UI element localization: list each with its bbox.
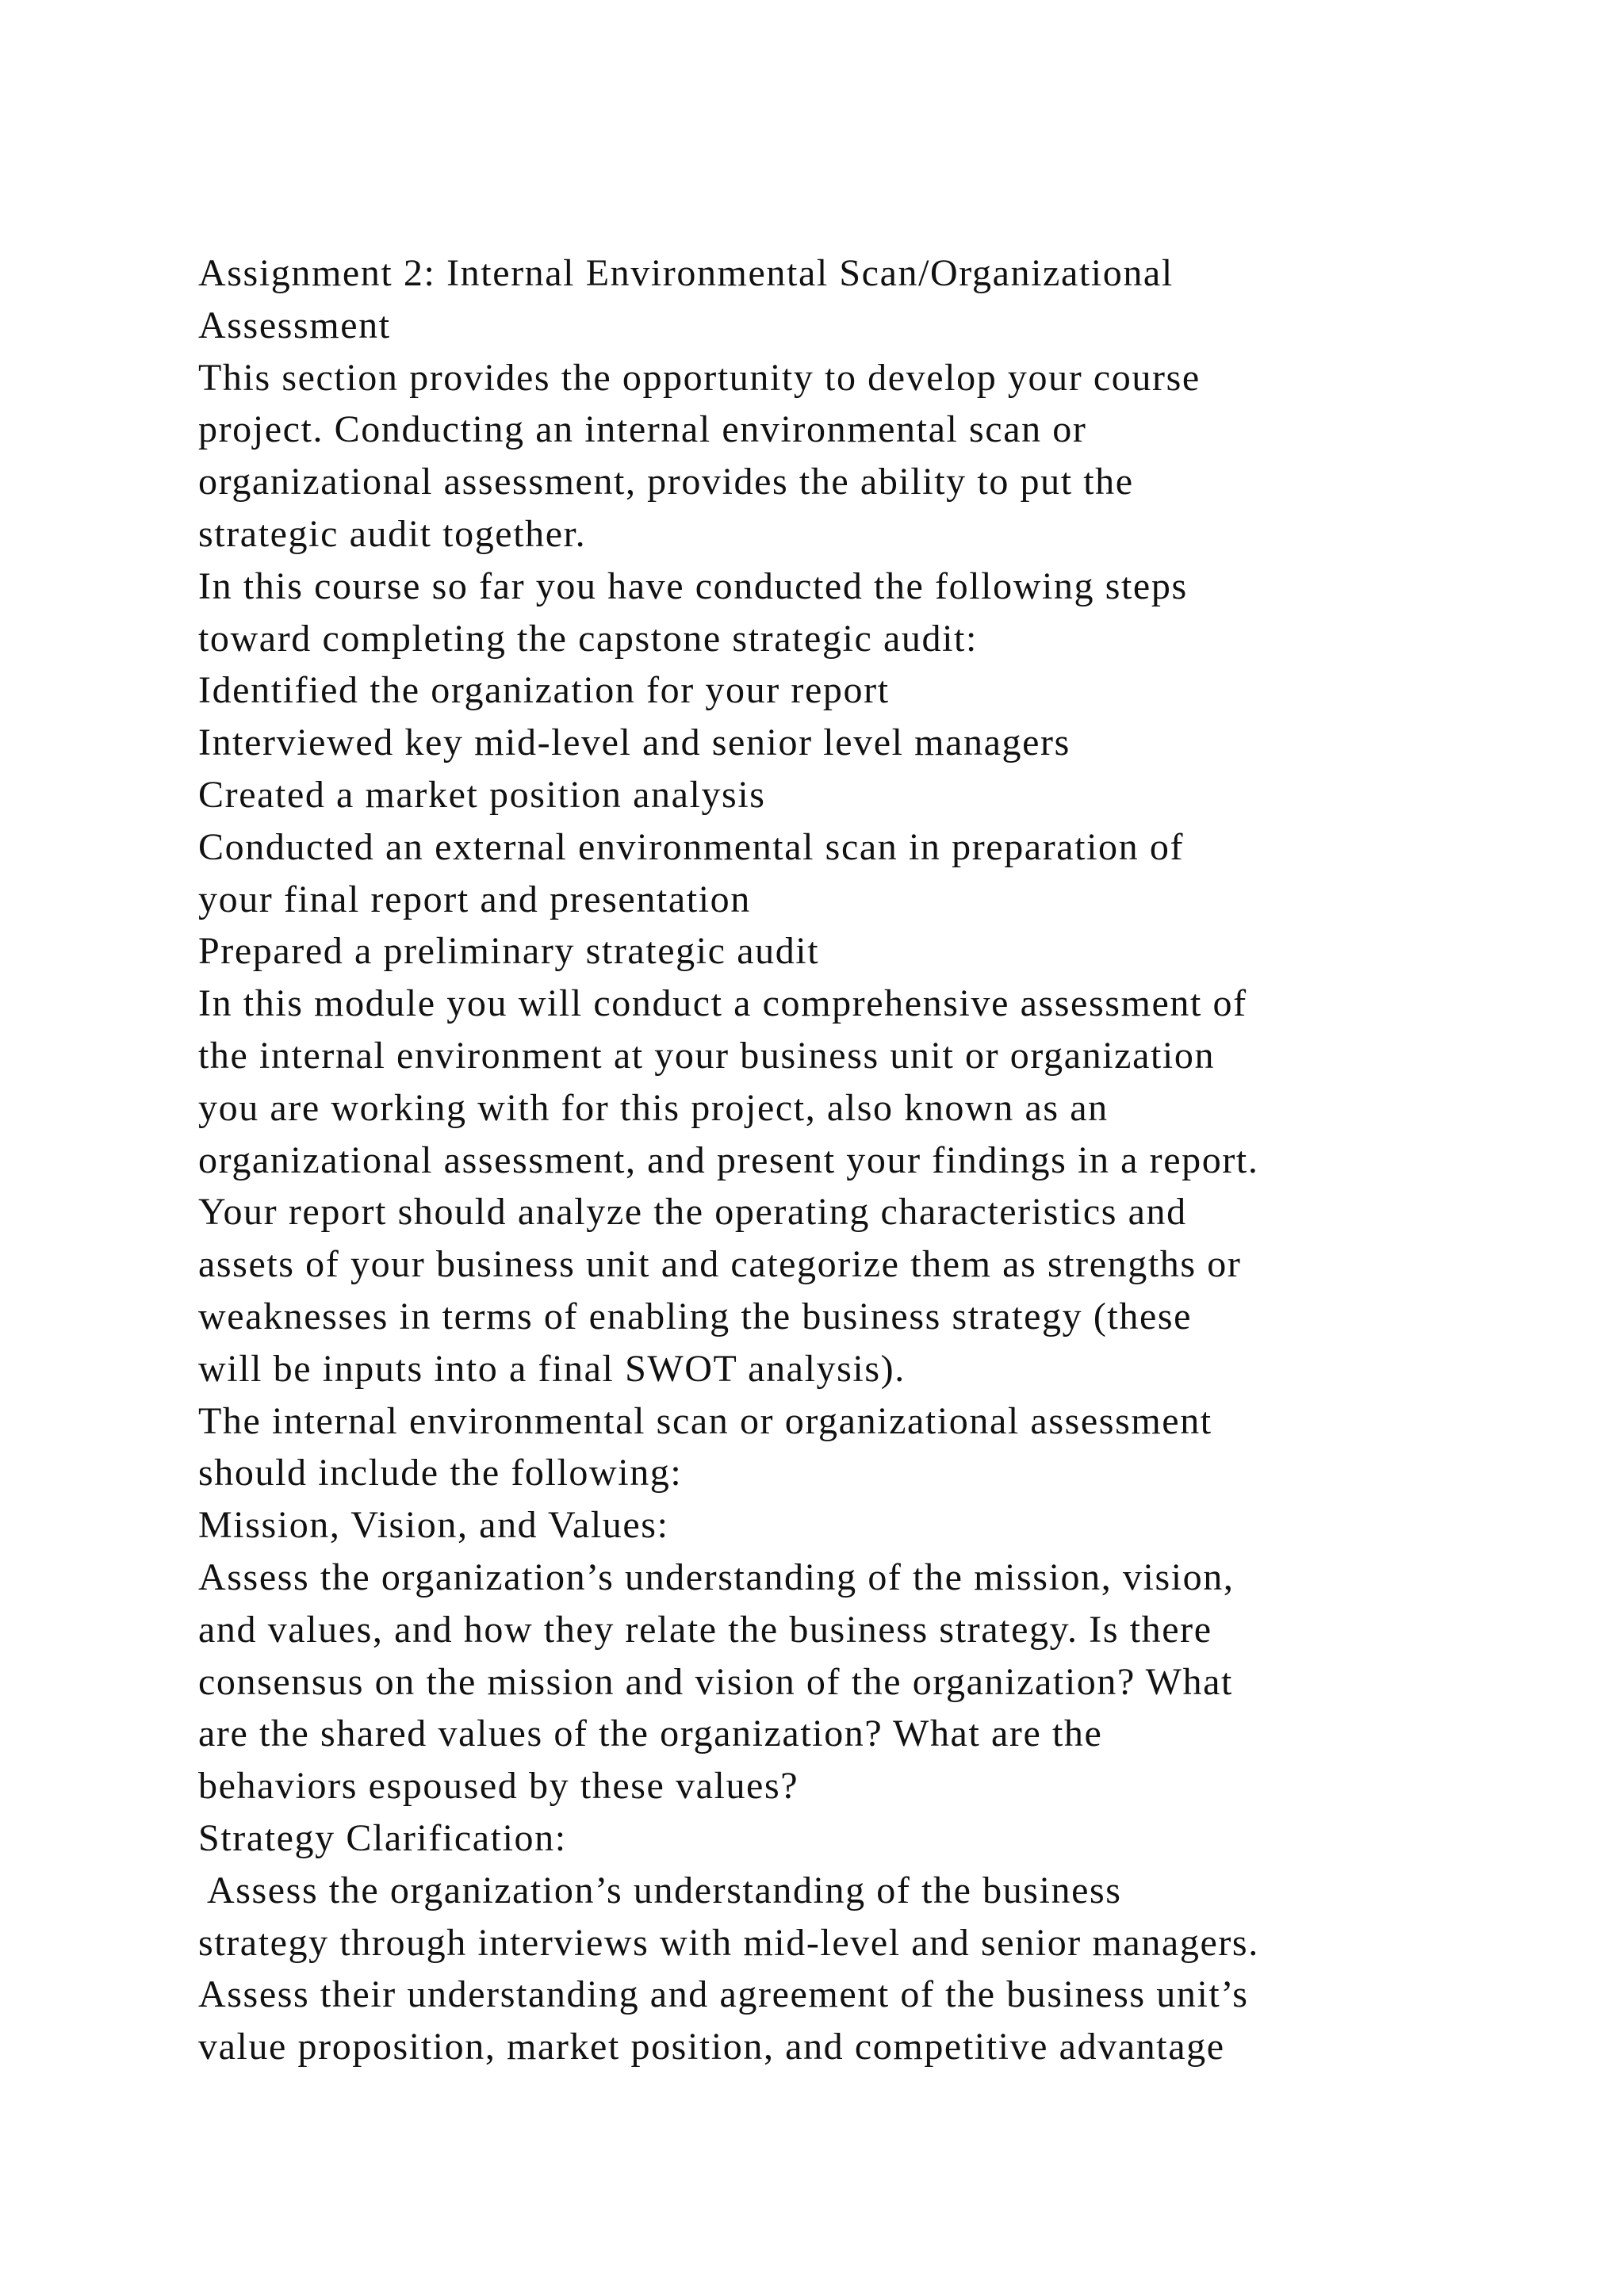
step-item: Prepared a preliminary strategic audit <box>198 930 820 973</box>
report-paragraph-line: assets of your business unit and categorize them as strengths or <box>198 1243 1242 1286</box>
intro-paragraph-line: project. Conducting an internal environmental scan or <box>198 408 1087 451</box>
mission-paragraph-line: behaviors espoused by these values? <box>198 1765 799 1808</box>
section-heading-strategy: Strategy Clarification: <box>198 1816 567 1859</box>
report-paragraph-line: Your report should analyze the operating characteristics and <box>198 1191 1187 1234</box>
strategy-paragraph-line: Assess the organization’s understanding of the business <box>198 1869 1122 1911</box>
steps-intro-line: toward completing the capstone strategic audit: <box>198 617 978 660</box>
step-item: your final report and presentation <box>198 878 751 920</box>
assignment-title-line-2: Assessment <box>198 304 391 346</box>
strategy-paragraph-line: strategy through interviews with mid-level and senior managers. <box>198 1921 1259 1964</box>
step-item: Created a market position analysis <box>198 773 766 816</box>
strategy-paragraph-line: Assess their understanding and agreement of the business unit’s <box>198 1973 1249 2016</box>
module-paragraph-line: organizational assessment, and present your findings in a report. <box>198 1138 1259 1181</box>
module-paragraph-line: you are working with for this project, also known as an <box>198 1086 1109 1129</box>
module-paragraph-line: In this module you will conduct a comprehensive assessment of <box>198 982 1247 1025</box>
steps-intro-line: In this course so far you have conducted the following steps <box>198 564 1188 607</box>
mission-paragraph-line: and values, and how they relate the business strategy. Is there <box>198 1608 1212 1651</box>
intro-paragraph-line: This section provides the opportunity to develop your course <box>198 356 1201 399</box>
module-paragraph-line: the internal environment at your business unit or organization <box>198 1034 1216 1077</box>
mission-paragraph-line: consensus on the mission and vision of the organization? What <box>198 1660 1233 1703</box>
include-intro-line: should include the following: <box>198 1452 683 1494</box>
step-item: Conducted an external environmental scan in preparation of <box>198 825 1185 868</box>
mission-paragraph-line: Assess the organization’s understanding of the mission, vision, <box>198 1556 1235 1598</box>
intro-paragraph-line: strategic audit together. <box>198 512 587 555</box>
document-body <box>198 247 1530 2073</box>
intro-paragraph-line: organizational assessment, provides the ability to put the <box>198 461 1134 503</box>
step-item: Identified the organization for your report <box>198 669 890 712</box>
assignment-title-line-1: Assignment 2: Internal Environmental Scan/Organizational <box>198 252 1174 294</box>
step-item: Interviewed key mid-level and senior level managers <box>198 721 1071 764</box>
mission-paragraph-line: are the shared values of the organization? What are the <box>198 1712 1103 1755</box>
strategy-paragraph-line: value proposition, market position, and competitive advantage <box>198 2026 1225 2068</box>
report-paragraph-line: will be inputs into a final SWOT analysis). <box>198 1347 906 1390</box>
include-intro-line: The internal environmental scan or organizational assessment <box>198 1399 1212 1442</box>
section-heading-mission: Mission, Vision, and Values: <box>198 1504 669 1547</box>
report-paragraph-line: weaknesses in terms of enabling the business strategy (these <box>198 1295 1193 1337</box>
